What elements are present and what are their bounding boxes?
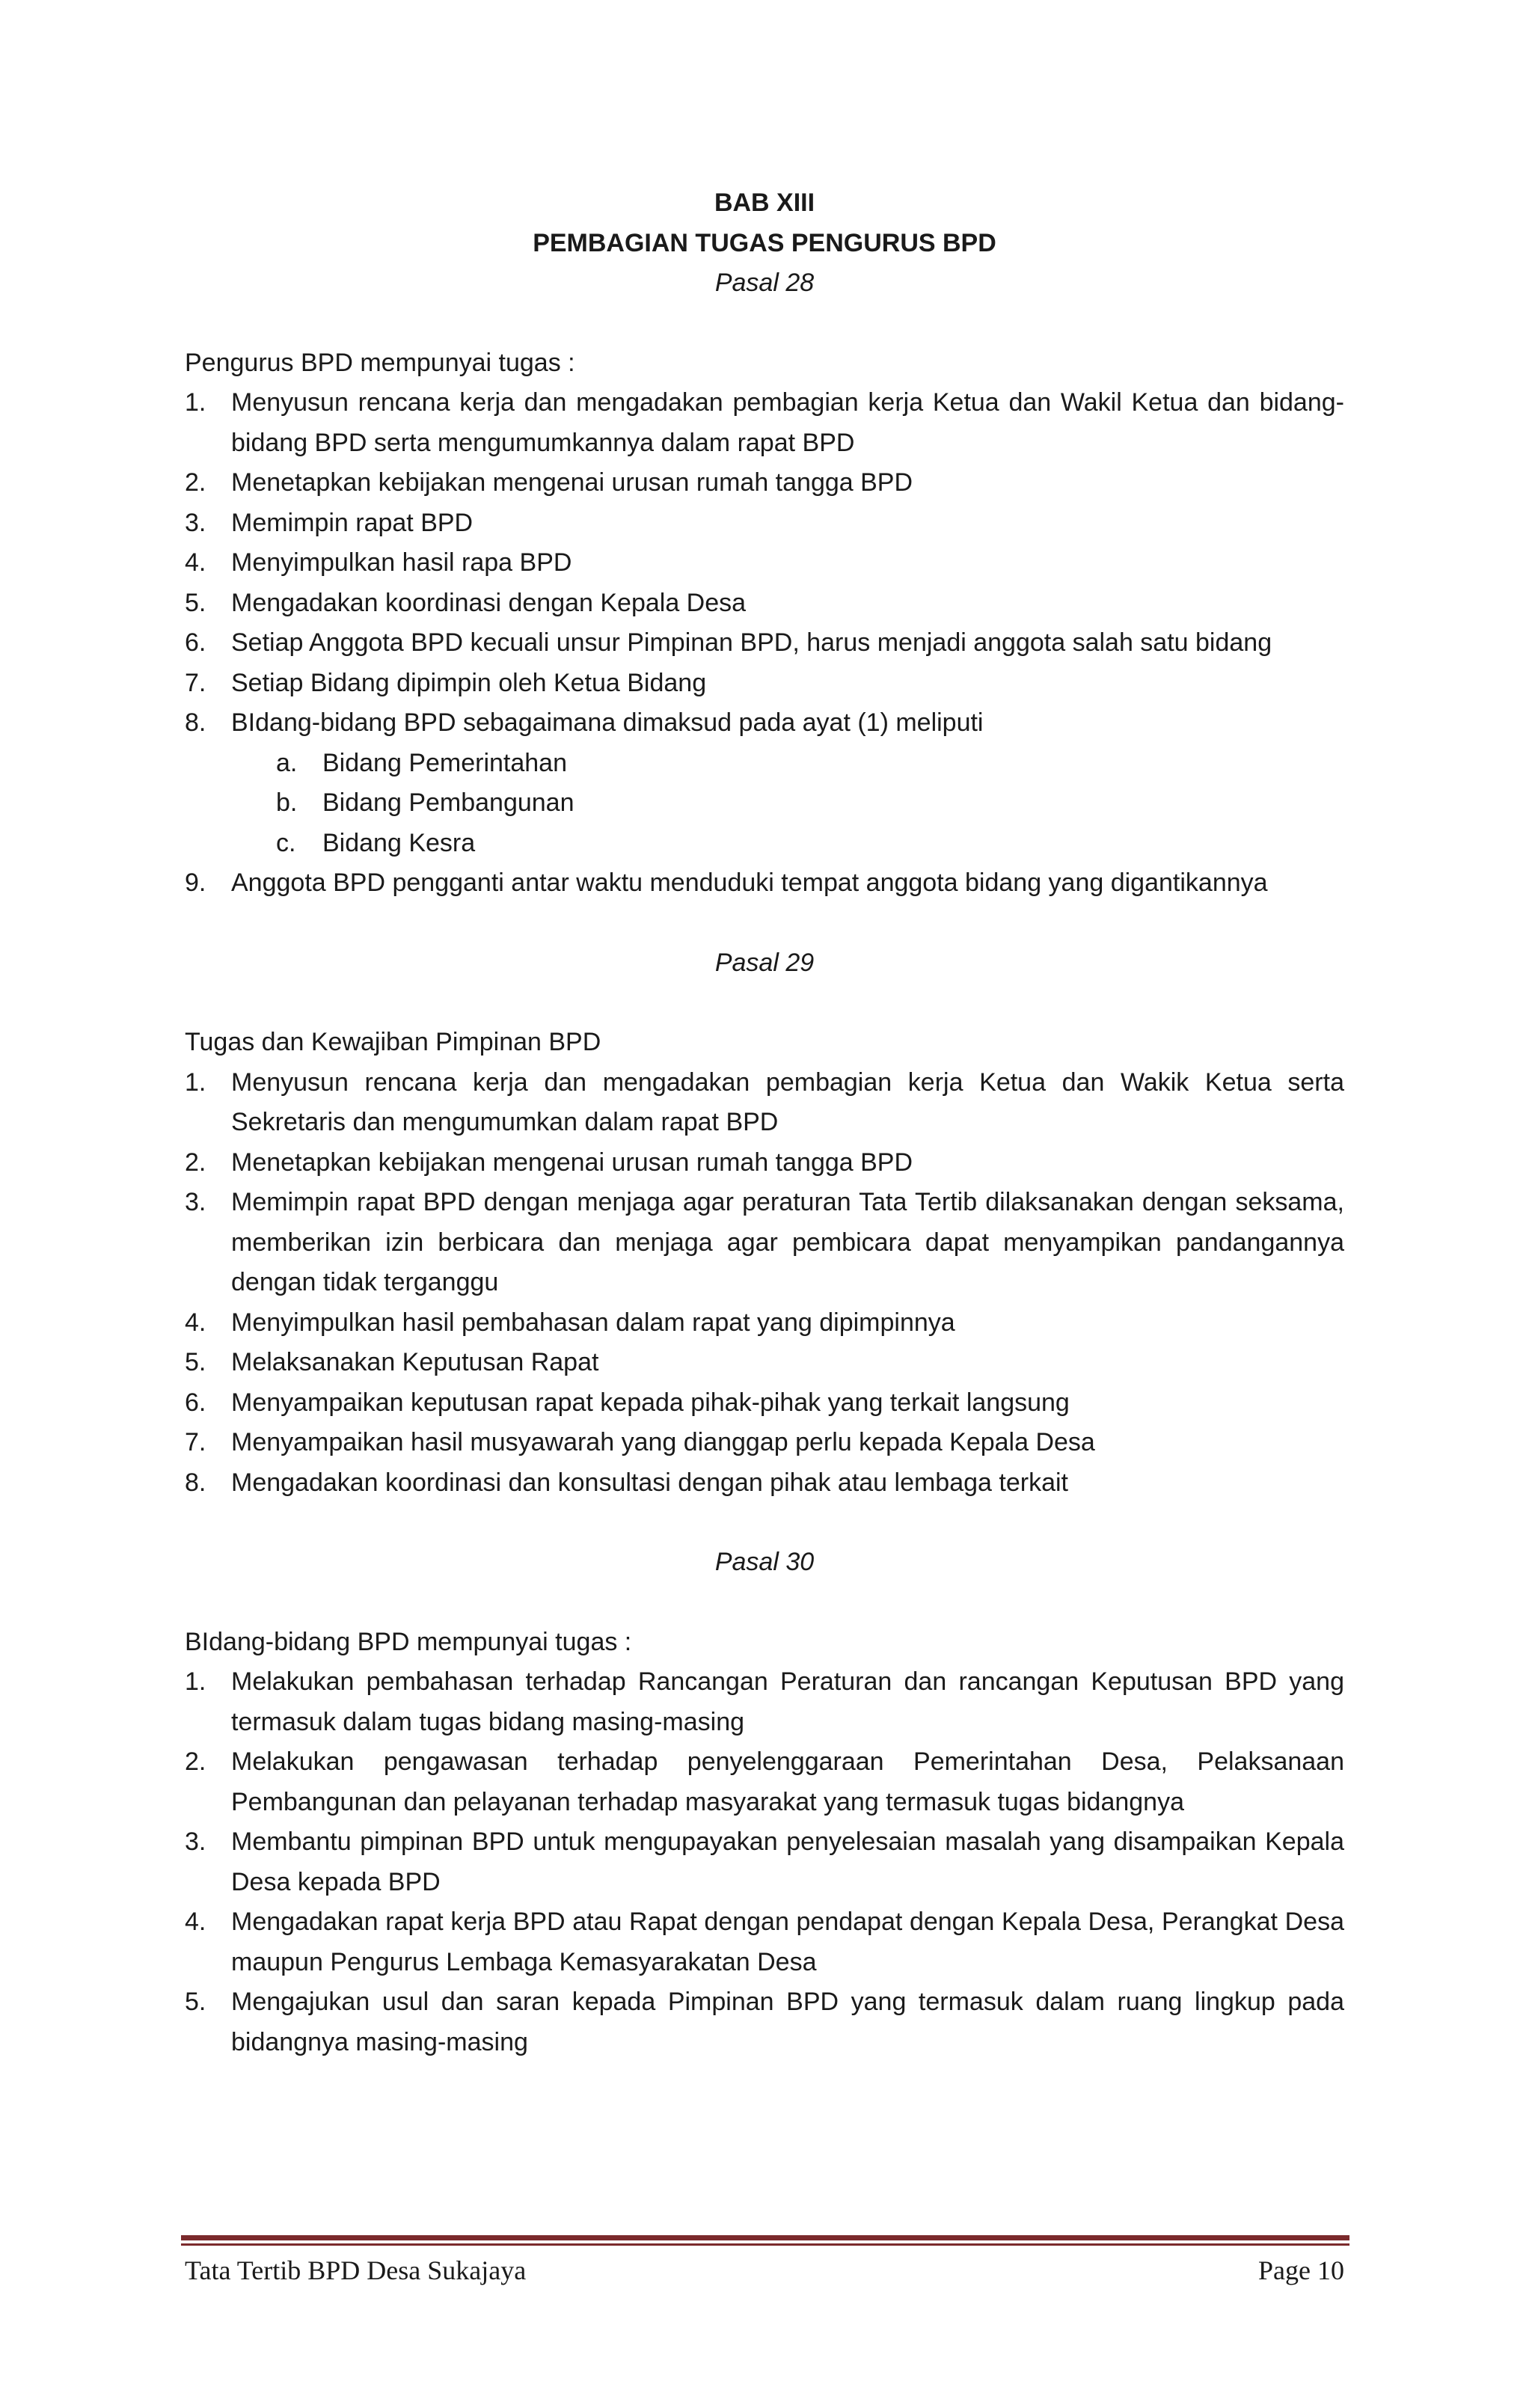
spacer	[185, 983, 1344, 1023]
item-text: Menyusun rencana kerja dan mengadakan pembagian kerja Ketua dan Wakil Ketua dan bidang-bidang BPD serta mengumumkannya dalam rapat BPD	[231, 388, 1344, 457]
list-item	[185, 1303, 1344, 1344]
item-number: 4.	[185, 548, 206, 577]
item-number: 7.	[185, 668, 206, 697]
item-text: Setiap Bidang dipimpin oleh Ketua Bidang	[231, 668, 707, 697]
item-number: 1.	[185, 1067, 206, 1097]
item-text: Melakukan pengawasan terhadap penyelenggaraan Pemerintahan Desa, Pelaksanaan Pembangunan dan pelayanan terhadap masyarakat yang termasuk tugas bidangnya	[231, 1747, 1344, 1816]
list-item	[185, 1063, 1344, 1143]
item-text: Memimpin rapat BPD dengan menjaga agar peraturan Tata Tertib dilaksanakan dengan seksama, memberikan izin berbicara dan menjaga agar pembicara dapat menyampikan pandangannya dengan tidak terganggu	[231, 1188, 1344, 1296]
item-number: 9.	[185, 868, 206, 897]
page-content	[185, 183, 1344, 2062]
chapter-heading: BAB XIII	[714, 189, 815, 217]
item-text: Menyampaikan keputusan rapat kepada pihak-pihak yang terkait langsung	[231, 1388, 1070, 1417]
item-number: 7.	[185, 1428, 206, 1456]
item-text: Menyusun rencana kerja dan mengadakan pembagian kerja Ketua dan Wakik Ketua serta Sekretaris dan mengumumkan dalam rapat BPD	[231, 1067, 1344, 1136]
list-item	[185, 1822, 1344, 1902]
sub-list-item	[276, 824, 1344, 864]
item-number: 5.	[185, 1348, 206, 1376]
item-number: 3.	[185, 508, 206, 537]
sub-item-text: Bidang Kesra	[322, 828, 476, 857]
list-item	[185, 1143, 1344, 1183]
list-item	[185, 1742, 1344, 1822]
list-item	[185, 583, 1344, 624]
sub-item-letter: c.	[276, 828, 296, 857]
item-text: Anggota BPD pengganti antar waktu menduduki tempat anggota bidang yang digantikannya	[231, 868, 1268, 897]
item-text: Menyimpulkan hasil pembahasan dalam rapat yang dipimpinnya	[231, 1308, 955, 1337]
sub-list-item	[276, 783, 1344, 824]
pasal-28-list	[185, 383, 1344, 904]
item-number: 5.	[185, 1988, 206, 2016]
list-item	[185, 1902, 1344, 1982]
pasal-28-intro: Pengurus BPD mempunyai tugas :	[185, 348, 575, 377]
page-footer	[185, 2248, 1344, 2293]
sub-list	[231, 744, 1344, 864]
item-text: Menyampaikan hasil musyawarah yang dianggap perlu kepada Kepala Desa	[231, 1428, 1095, 1456]
list-item	[185, 1183, 1344, 1303]
pasal-29-label: Pasal 29	[714, 948, 815, 977]
footer-rule-thick	[181, 2235, 1349, 2240]
sub-item-letter: a.	[276, 748, 298, 777]
pasal-30-list	[185, 1662, 1344, 2062]
list-item	[185, 623, 1344, 664]
pasal-28-label: Pasal 28	[714, 269, 815, 297]
footer-page-number: Page 10	[1258, 2255, 1344, 2285]
list-item	[185, 1423, 1344, 1463]
list-item	[185, 503, 1344, 544]
item-number: 2.	[185, 1747, 206, 1776]
spacer	[185, 904, 1344, 943]
item-text: Setiap Anggota BPD kecuali unsur Pimpinan BPD, harus menjadi anggota salah satu bidang	[231, 628, 1272, 657]
list-item	[185, 863, 1344, 904]
pasal-30-label: Pasal 30	[714, 1548, 815, 1576]
list-item	[185, 1463, 1344, 1504]
list-item	[185, 543, 1344, 583]
item-text: Mengadakan koordinasi dan konsultasi dengan pihak atau lembaga terkait	[231, 1468, 1068, 1497]
spacer	[185, 1503, 1344, 1542]
item-text: Mengajukan usul dan saran kepada Pimpinan BPD yang termasuk dalam ruang lingkup pada bidangnya masing-masing	[231, 1988, 1344, 2056]
list-item	[185, 703, 1344, 863]
item-text: Membantu pimpinan BPD untuk mengupayakan penyelesaian masalah yang disampaikan Kepala Desa kepada BPD	[231, 1828, 1344, 1896]
list-item	[185, 664, 1344, 704]
item-number: 6.	[185, 628, 206, 657]
item-text: Menyimpulkan hasil rapa BPD	[231, 548, 572, 577]
pasal-30-intro: BIdang-bidang BPD mempunyai tugas :	[185, 1627, 632, 1656]
list-item	[185, 1662, 1344, 1742]
item-number: 1.	[185, 1667, 206, 1696]
sub-item-letter: b.	[276, 788, 298, 817]
sub-item-text: Bidang Pemerintahan	[322, 748, 568, 777]
chapter-title: PEMBAGIAN TUGAS PENGURUS BPD	[533, 228, 996, 257]
item-text: Menetapkan kebijakan mengenai urusan rumah tangga BPD	[231, 1148, 913, 1177]
sub-item-text: Bidang Pembangunan	[322, 788, 574, 817]
item-text: BIdang-bidang BPD sebagaimana dimaksud pada ayat (1) meliputi	[231, 708, 984, 737]
pasal-29-intro: Tugas dan Kewajiban Pimpinan BPD	[185, 1028, 601, 1056]
item-number: 1.	[185, 388, 206, 417]
list-item	[185, 1343, 1344, 1383]
sub-list-item	[276, 744, 1344, 784]
item-number: 5.	[185, 588, 206, 617]
item-text: Menetapkan kebijakan mengenai urusan rumah tangga BPD	[231, 468, 913, 497]
list-item	[185, 1982, 1344, 2062]
item-text: Mengadakan koordinasi dengan Kepala Desa	[231, 588, 747, 617]
item-number: 4.	[185, 1908, 206, 1936]
spacer	[185, 1583, 1344, 1623]
item-number: 2.	[185, 1148, 206, 1177]
item-text: Melakukan pembahasan terhadap Rancangan Peraturan dan rancangan Keputusan BPD yang termasuk dalam tugas bidang masing-masing	[231, 1667, 1344, 1736]
spacer	[185, 304, 1344, 343]
footer-rule-thin	[181, 2243, 1349, 2246]
list-item	[185, 1383, 1344, 1424]
item-number: 3.	[185, 1828, 206, 1856]
item-text: Memimpin rapat BPD	[231, 508, 474, 537]
item-number: 8.	[185, 1468, 206, 1497]
item-text: Mengadakan rapat kerja BPD atau Rapat dengan pendapat dengan Kepala Desa, Perangkat Desa maupun Pengurus Lembaga Kemasyarakatan Desa	[231, 1908, 1344, 1976]
list-item	[185, 463, 1344, 503]
item-number: 2.	[185, 468, 206, 497]
item-number: 3.	[185, 1188, 206, 1216]
footer-document-title: Tata Tertib BPD Desa Sukajaya	[185, 2255, 527, 2285]
item-number: 4.	[185, 1308, 206, 1337]
pasal-29-list	[185, 1063, 1344, 1504]
item-number: 8.	[185, 708, 206, 737]
item-number: 6.	[185, 1388, 206, 1417]
item-text: Melaksanakan Keputusan Rapat	[231, 1348, 599, 1376]
list-item	[185, 383, 1344, 463]
